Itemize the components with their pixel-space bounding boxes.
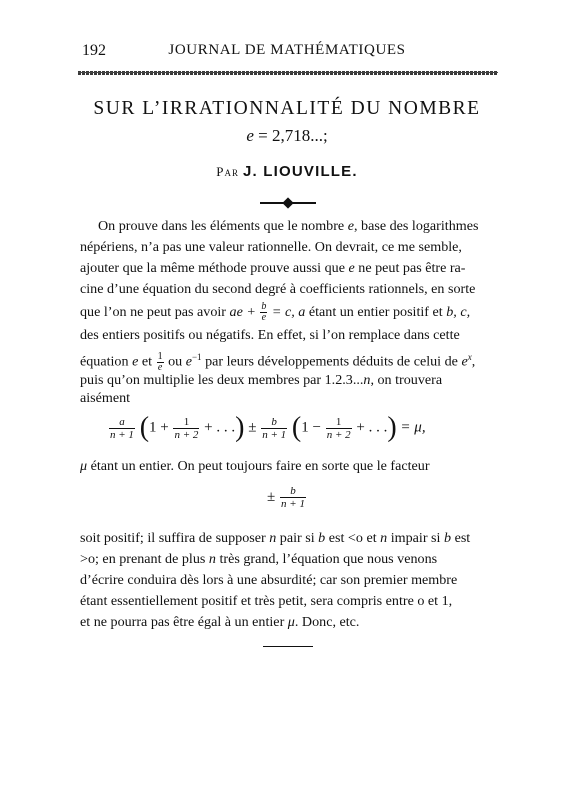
p1-line-5: que l’on ne peut pas avoir ae + $\frac{b}{e}$ = c, a étant un entier positif et b, c, (80, 301, 471, 324)
eq1-frac-1-over-n2: $\frac{1}{n + 2}$ (174, 415, 199, 441)
p1-line-3: ajouter que la même méthode prouve aussi que e ne peut pas être ra- (80, 260, 466, 276)
p2-line-1: μ étant un entier. On peut toujours faire en sorte que le facteur (80, 458, 430, 474)
p3-line-3: d’écrire conduira dès lors à une absurdité; car son premier membre (80, 572, 458, 588)
p1-line-9: aisément (80, 390, 131, 406)
p3-line-4: étant essentiellement positif et très petit, sera compris entre o et 1, (80, 593, 453, 609)
fraction-b-over-e: $\frac{b}{e}$ (261, 301, 267, 324)
formula-lhs: e (246, 126, 254, 145)
eq1-frac-1-over-n2-b: $\frac{1}{n + 2}$ (326, 415, 351, 441)
equation-2: ± $\frac{b}{n + 1}$ (267, 485, 305, 510)
running-head (0, 42, 574, 62)
end-rule (263, 646, 313, 647)
p1-line-2: népériens, n’a pas une valeur rationnelle. On devrait, ce me semble, (80, 239, 462, 255)
byline-par: Par (216, 164, 239, 179)
byline-author: J. LIOUVILLE. (242, 163, 358, 180)
ornament-divider (260, 200, 316, 206)
paragraph-1 (80, 216, 498, 237)
p3-line-1: soit positif; il suffira de supposer n pair si b est <o et n impair si b est (80, 530, 471, 546)
journal-title: JOURNAL DE MATHÉMATIQUES (168, 42, 406, 58)
p1-line-1: On prouve dans les éléments que le nombre e, base des logarithmes (98, 218, 479, 234)
p3-line-2: >o; en prenant de plus n très grand, l’équation que nous venons (80, 551, 438, 567)
eq2-frac-b: $\frac{b}{n + 1}$ (281, 485, 305, 510)
formula-rhs: = 2,718...; (253, 126, 328, 145)
eq1-frac-a: $\frac{a}{n + 1}$ (110, 415, 134, 441)
p3-line-5: et ne pourra pas être égal à un entier μ. Donc, etc. (80, 614, 360, 630)
p1-line-7: équation e et $\frac{1}{e}$ ou $e^{-1}$ par leurs développements déduits de celui de $e^x$, (80, 350, 476, 373)
p1-line-8: puis qu’on multiplie les deux membres par 1.2.3...n, on trouvera (80, 372, 443, 388)
p1-line-6: des entiers positifs ou négatifs. En effet, si l’on remplace dans cette (80, 327, 460, 343)
title-formula (0, 126, 574, 146)
eq1-frac-b: $\frac{b}{n + 1}$ (262, 415, 287, 441)
ornament-diamond (282, 197, 293, 208)
p1-line-4: cine d’une équation du second degré à coefficients rationnels, en sorte (80, 281, 476, 297)
fraction-1-over-e: $\frac{1}{e}$ (157, 350, 163, 373)
header-rule (78, 71, 498, 75)
equation-1: $\frac{a}{n + 1}$ (1 + $\frac{1}{n + 2}$ + . . .) ± $\frac{b}{n + 1}$ (1 − $\frac{1}{n + 2}$ + . . .) = μ, (110, 412, 426, 443)
page-number: 192 (82, 42, 106, 59)
article-title: SUR L’IRRATIONNALITÉ DU NOMBRE (93, 98, 481, 119)
byline (0, 163, 574, 181)
